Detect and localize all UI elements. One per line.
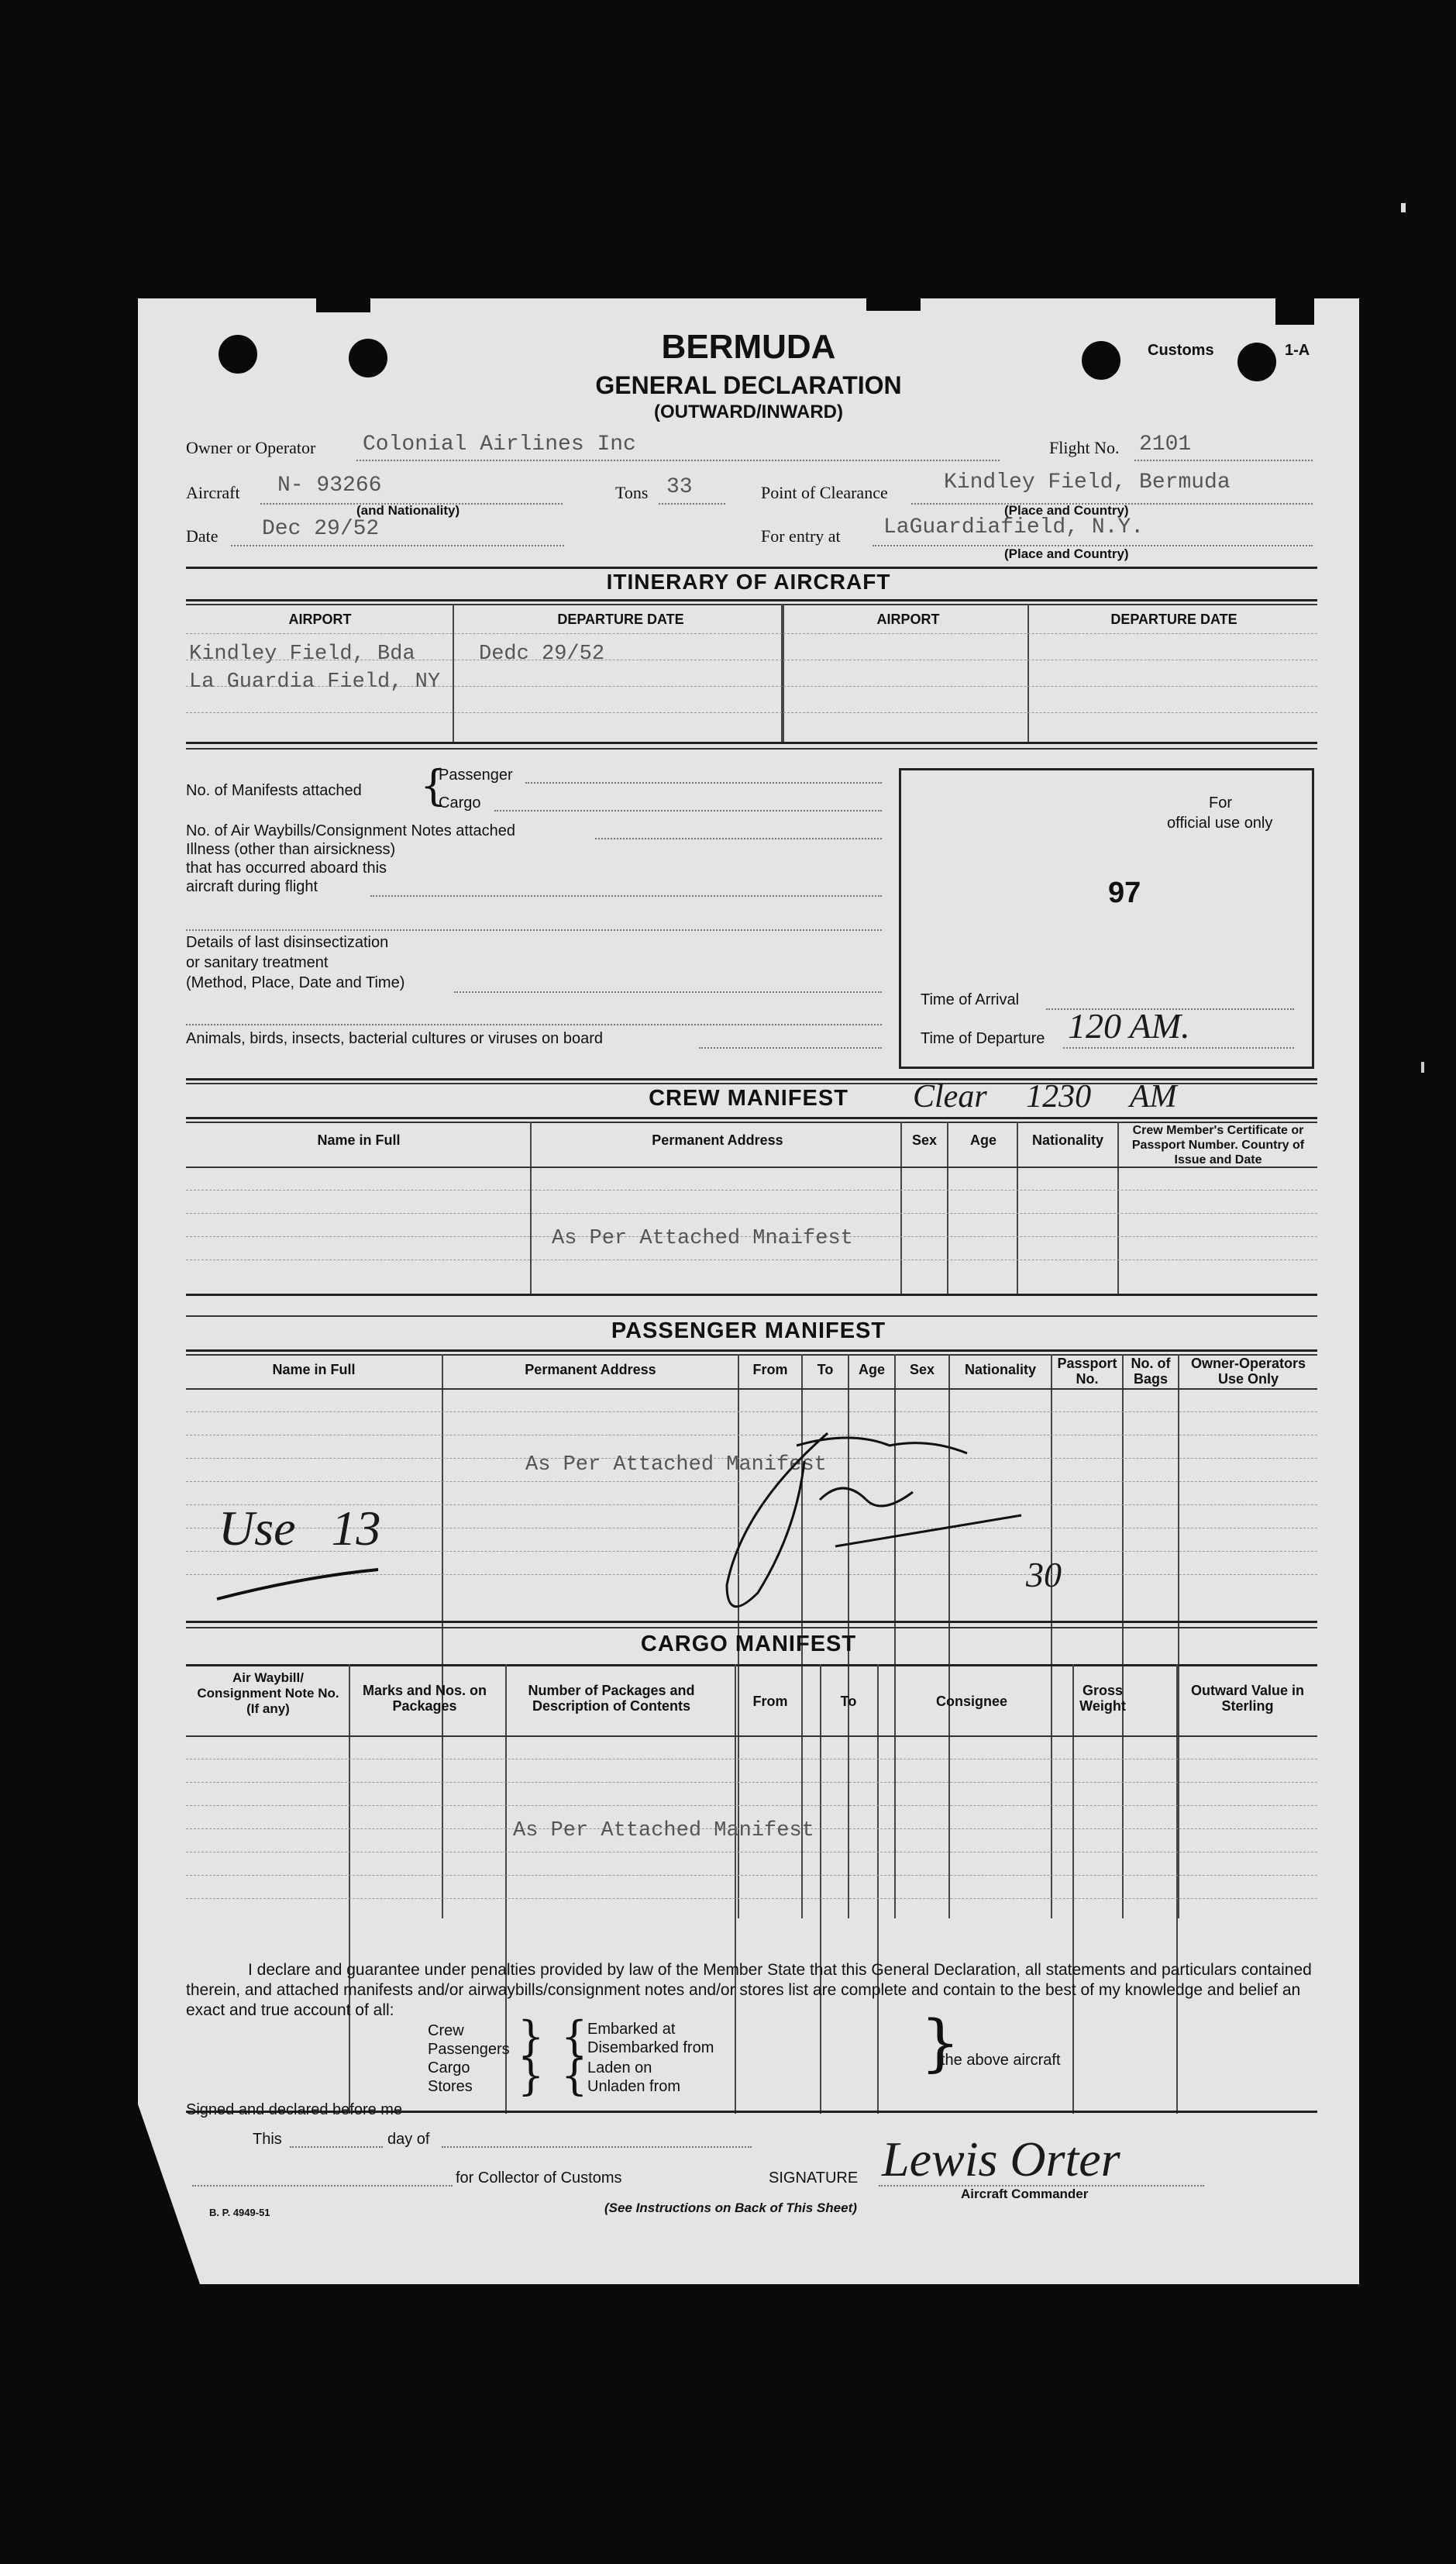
- passenger-col-to: To: [817, 1362, 834, 1377]
- itinerary-top-rule: [186, 567, 1317, 569]
- crew-divider: [1017, 1122, 1018, 1294]
- crew-head-rule: [186, 1117, 1317, 1119]
- cargo-divider: [349, 1664, 350, 2114]
- crew-header-line: [186, 1167, 1317, 1168]
- form-code-suffix: 1-A: [1285, 342, 1310, 359]
- itinerary-divider: [781, 604, 784, 742]
- passenger-col-age: Age: [858, 1362, 885, 1377]
- disinsect-line: [186, 1024, 882, 1025]
- itinerary-date-1: Dedc 29/52: [479, 643, 605, 666]
- paper-tear: [1275, 298, 1314, 325]
- passenger-col-nationality: Nationality: [964, 1362, 1036, 1377]
- scan-mark: [1401, 203, 1406, 212]
- crew-col-name: Name in Full: [317, 1132, 401, 1148]
- waybills-line: [595, 838, 882, 839]
- crew-col-sex: Sex: [911, 1132, 938, 1148]
- form-title: BERMUDA: [661, 328, 836, 366]
- instructions: (See Instructions on Back of This Sheet): [604, 2200, 857, 2215]
- crew-divider: [947, 1122, 948, 1294]
- departure-label: Time of Departure: [921, 1030, 1045, 1047]
- declaration-brace: }: [518, 2012, 545, 2061]
- animals-label: Animals, birds, insects, bacterial cultures or viruses on board: [186, 1030, 604, 1047]
- disinsect-label: Details of last disinsectization: [186, 934, 389, 951]
- date-value: Dec 29/52: [262, 517, 380, 541]
- cargo-col-value: Outward Value in Sterling: [1190, 1683, 1305, 1714]
- cargo-head-rule: [186, 1664, 1317, 1666]
- itinerary-rule: [186, 604, 1317, 605]
- passenger-col-bags: No. of Bags: [1131, 1356, 1171, 1387]
- cargo-col-weight: Gross Weight: [1079, 1683, 1126, 1714]
- this-line: [290, 2146, 383, 2148]
- scan-mark: [1421, 1062, 1424, 1073]
- cargo-note: As Per Attached Manifest: [513, 1819, 814, 1842]
- crew-title: CREW MANIFEST: [649, 1086, 848, 1111]
- itinerary-col-date-2: DEPARTURE DATE: [1110, 612, 1237, 627]
- cargo-divider: [877, 1664, 879, 2114]
- day-line: [442, 2146, 752, 2148]
- this-label: This: [253, 2131, 282, 2148]
- itinerary-airport-2: La Guardia Field, NY: [189, 670, 441, 694]
- cargo-title: CARGO MANIFEST: [640, 1632, 857, 1656]
- itinerary-col-airport-1: AIRPORT: [288, 612, 352, 627]
- passenger-col-from: From: [752, 1362, 788, 1377]
- declaration-right-item: Disembarked from: [587, 2039, 714, 2056]
- aircraft-note: (and Nationality): [356, 503, 460, 518]
- flight-value: 2101: [1139, 433, 1192, 457]
- passenger-row-line: [186, 1411, 1317, 1412]
- crew-row-line: [186, 1213, 1317, 1214]
- illness-label: that has occurred aboard this: [186, 860, 387, 877]
- itinerary-divider: [453, 604, 454, 742]
- signature-label: SIGNATURE: [769, 2169, 859, 2187]
- declaration-brace: {: [561, 2051, 588, 2100]
- arrival-label: Time of Arrival: [921, 991, 1020, 1008]
- declaration-left-item: Crew: [428, 2022, 464, 2039]
- official-number: 97: [1108, 877, 1141, 909]
- illness-line: [370, 895, 882, 897]
- cargo-col-to: To: [840, 1694, 857, 1709]
- form-code: Customs: [1148, 342, 1214, 359]
- passenger-hand-count: Use 13: [219, 1501, 381, 1556]
- declaration-right-item: Laden on: [587, 2059, 652, 2076]
- illness-label: aircraft during flight: [186, 878, 318, 895]
- paper-tear: [316, 298, 370, 312]
- declaration-suffix: the above aircraft: [941, 2052, 1061, 2069]
- declaration-left-item: Stores: [428, 2078, 473, 2095]
- declaration-form: [138, 298, 1359, 2284]
- passenger-title: PASSENGER MANIFEST: [611, 1318, 886, 1343]
- crew-col-address: Permanent Address: [652, 1132, 783, 1148]
- manifests-passenger-label: Passenger: [439, 767, 513, 784]
- cargo-col-consignee: Consignee: [935, 1694, 1007, 1709]
- declaration-right-item: Unladen from: [587, 2078, 681, 2095]
- cargo-col-waybill: Air Waybill/ Consignment Note No. (If any): [197, 1670, 339, 1716]
- aircraft-label: Aircraft: [186, 483, 240, 502]
- passenger-col-address: Permanent Address: [525, 1362, 656, 1377]
- cargo-row-line: [186, 1898, 1317, 1899]
- disinsect-label: or sanitary treatment: [186, 954, 329, 971]
- itinerary-title: ITINERARY OF AIRCRAFT: [606, 570, 891, 594]
- cargo-divider: [820, 1664, 821, 2114]
- illness-line: [186, 929, 882, 931]
- tons-value: 33: [666, 475, 693, 499]
- crew-bottom-rule: [186, 1294, 1317, 1296]
- official-label: official use only: [1167, 815, 1273, 832]
- passenger-hand-30: 30: [1026, 1555, 1062, 1594]
- clearance-value: Kindley Field, Bermuda: [944, 470, 1231, 495]
- itinerary-bottom-rule: [186, 748, 1317, 750]
- passenger-col-passport: Passport No.: [1057, 1356, 1117, 1387]
- owner-value: Colonial Airlines Inc: [363, 433, 636, 457]
- date-line: [231, 545, 564, 546]
- itinerary-row-line: [186, 633, 1317, 634]
- itinerary-head-rule: [186, 599, 1317, 601]
- owner-line: [356, 460, 1000, 461]
- declaration-left-item: Cargo: [428, 2059, 470, 2076]
- declaration-brace: }: [921, 2007, 960, 2079]
- entry-note: (Place and Country): [1004, 546, 1129, 561]
- aircraft-value: N- 93266: [277, 474, 382, 498]
- collector-line: [192, 2185, 453, 2187]
- cargo-divider: [1072, 1664, 1074, 2114]
- manifests-cargo-label: Cargo: [439, 794, 481, 812]
- form-number: B. P. 4949-51: [209, 2207, 270, 2218]
- cargo-col-from: From: [752, 1694, 788, 1709]
- clear-note: Clear 1230 AM: [913, 1079, 1177, 1115]
- itinerary-row-line: [186, 712, 1317, 713]
- commander-label: Aircraft Commander: [961, 2187, 1089, 2201]
- declaration-text: I declare and guarantee under penalties provided by law of the Member State that this General Declaration, all statements and particulars contained therein, and attached manifests and/or airwaybills/consignment notes and/or stores list are complete and contain to the best of my knowledge and belief an exact and true account of all:: [186, 1961, 1312, 2019]
- manifests-brace: {: [420, 761, 447, 810]
- collector-label: for Collector of Customs: [456, 2169, 622, 2187]
- date-label: Date: [186, 526, 219, 546]
- cargo-col-marks: Marks and Nos. on Packages: [362, 1683, 487, 1714]
- disinsect-label: (Method, Place, Date and Time): [186, 974, 405, 991]
- illness-label: Illness (other than airsickness): [186, 841, 396, 858]
- crew-col-nationality: Nationality: [1031, 1132, 1103, 1148]
- cargo-top-rule: [186, 1627, 1317, 1628]
- declaration-brace: }: [518, 2051, 545, 2100]
- day-label: day of: [387, 2131, 430, 2148]
- departure-value: 120 AM.: [1068, 1006, 1190, 1046]
- cargo-header-line: [186, 1735, 1317, 1737]
- passenger-top-rule: [186, 1315, 1317, 1317]
- crew-divider: [900, 1122, 902, 1294]
- crew-row-line: [186, 1190, 1317, 1191]
- cargo-manifest-line: [494, 810, 882, 812]
- tons-label: Tons: [615, 483, 649, 502]
- declaration-left-item: Passengers: [428, 2041, 510, 2058]
- entry-value: LaGuardiafield, N.Y.: [883, 515, 1144, 539]
- clearance-label: Point of Clearance: [761, 483, 888, 502]
- animals-line: [699, 1047, 882, 1049]
- crew-divider: [1117, 1122, 1119, 1294]
- departure-line: [1063, 1047, 1294, 1049]
- passenger-bottom-rule: [186, 1621, 1317, 1623]
- passenger-col-owner: Owner-Operators Use Only: [1190, 1356, 1306, 1387]
- passenger-col-name: Name in Full: [272, 1362, 356, 1377]
- form-direction: (OUTWARD/INWARD): [654, 401, 843, 422]
- torn-corner: [138, 2104, 200, 2284]
- crew-col-age: Age: [969, 1132, 996, 1148]
- signature-value: Lewis Orter: [882, 2131, 1120, 2187]
- owner-label: Owner or Operator: [186, 438, 316, 457]
- form-subtitle: GENERAL DECLARATION: [595, 371, 902, 399]
- passenger-head-rule: [186, 1349, 1317, 1352]
- manifests-label: No. of Manifests attached: [186, 782, 362, 799]
- cargo-row-line: [186, 1782, 1317, 1783]
- entry-label: For entry at: [761, 526, 841, 546]
- waybills-label: No. of Air Waybills/Consignment Notes attached: [186, 822, 516, 839]
- cargo-divider: [735, 1664, 736, 2114]
- flight-line: [1134, 460, 1313, 461]
- passenger-note: As Per Attached Manifest: [525, 1453, 827, 1477]
- crew-col-certificate: Crew Member's Certificate or Passport Number. Country of Issue and Date: [1131, 1124, 1305, 1167]
- passenger-header-line: [186, 1388, 1317, 1390]
- official-label: For: [1209, 794, 1232, 812]
- passenger-manifest-line: [525, 782, 882, 784]
- itinerary-col-date-1: DEPARTURE DATE: [557, 612, 684, 627]
- disinsect-line: [454, 991, 882, 993]
- cargo-col-packages: Number of Packages and Description of Contents: [528, 1683, 695, 1714]
- flight-label: Flight No.: [1049, 438, 1120, 457]
- cargo-row-line: [186, 1875, 1317, 1876]
- handwritten-marks: [184, 1415, 1269, 1624]
- itinerary-bottom-rule: [186, 742, 1317, 744]
- clearance-note: (Place and Country): [1004, 503, 1129, 518]
- tons-line: [659, 503, 725, 505]
- itinerary-airport-1: Kindley Field, Bda: [189, 643, 415, 666]
- crew-divider: [530, 1122, 532, 1294]
- crew-note: As Per Attached Mnaifest: [552, 1227, 853, 1250]
- cargo-divider: [1176, 1664, 1178, 2114]
- cargo-row-line: [186, 1805, 1317, 1806]
- itinerary-col-airport-2: AIRPORT: [876, 612, 940, 627]
- declaration-right-item: Embarked at: [587, 2021, 676, 2038]
- declaration-brace: {: [561, 2012, 588, 2061]
- passenger-col-sex: Sex: [909, 1362, 935, 1377]
- signed-label: Signed and declared before me: [186, 2101, 403, 2118]
- paper-tear: [866, 298, 921, 311]
- itinerary-divider: [1027, 604, 1029, 742]
